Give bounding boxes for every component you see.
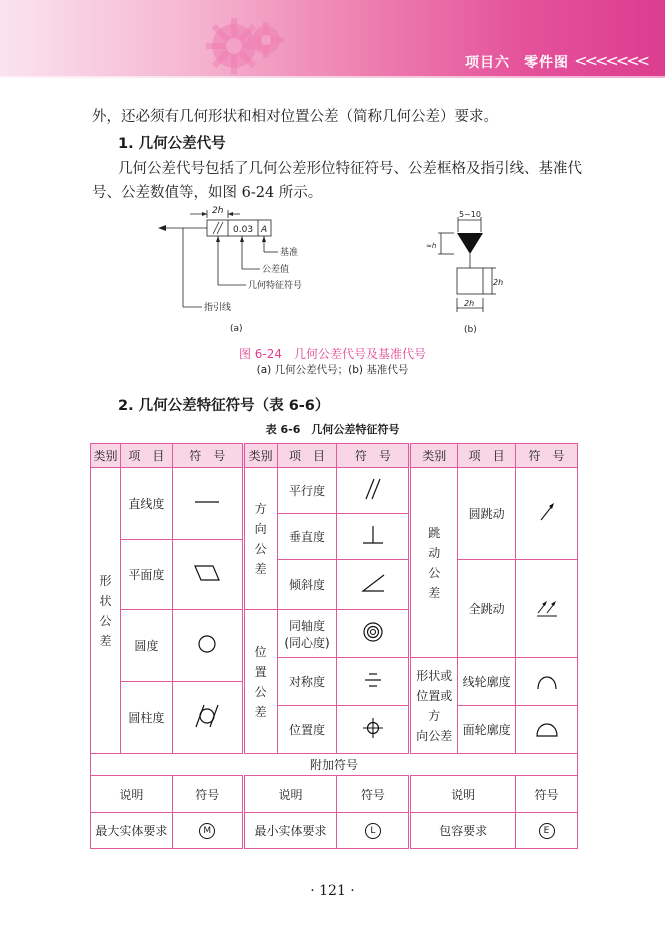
circular-runout-icon xyxy=(516,468,578,560)
header-symbol-3: 符 号 xyxy=(516,444,578,468)
header-symbol-1: 符 号 xyxy=(172,444,243,468)
parallelism-icon xyxy=(337,468,410,514)
figure-b-datum-code xyxy=(424,208,514,335)
header-title xyxy=(465,52,569,72)
total-runout-icon xyxy=(516,560,578,658)
fig-b-dim-bottom: 2h xyxy=(464,299,475,308)
straightness-icon xyxy=(172,468,243,540)
paragraph-code-line2: 号、公差数值等，如图 6-24 所示。 xyxy=(92,185,323,201)
additional-explain-3: 说明 xyxy=(410,776,516,813)
item-straightness: 直线度 xyxy=(120,468,172,540)
gear-icon xyxy=(196,12,296,78)
paragraph-code-line1: 几何公差代号包括了几何公差形位特征符号、公差框格及指引线、基准代 xyxy=(118,161,582,177)
fig-a-sub-label: (a) xyxy=(230,324,243,334)
item-symmetry: 对称度 xyxy=(277,658,337,706)
item-position: 位置度 xyxy=(277,706,337,754)
header-item-3: 项 目 xyxy=(458,444,516,468)
figure-caption: 图 6-24 几何公差代号及基准代号 xyxy=(238,347,427,361)
header-category-1: 类别 xyxy=(91,444,121,468)
perpendicularity-icon xyxy=(337,514,410,560)
mmc-label: 最大实体要求 xyxy=(91,813,173,849)
tolerance-symbol-table xyxy=(90,443,578,849)
line-profile-icon xyxy=(516,658,578,706)
header-project: 项目六 xyxy=(465,55,510,71)
fig-a-dim-label: 2h xyxy=(212,206,224,216)
fig-a-label-value: 公差值 xyxy=(262,265,290,275)
figure-subcaption: (a) 几何公差代号；(b) 基准代号 xyxy=(256,364,409,376)
fig-a-frame-value: 0.03 xyxy=(233,225,254,235)
lmc-icon: L xyxy=(337,813,410,849)
item-perpendicularity: 垂直度 xyxy=(277,514,337,560)
category-position: 位置公差 xyxy=(243,610,277,754)
envelope-icon: E xyxy=(516,813,578,849)
header-item-2: 项 目 xyxy=(277,444,337,468)
item-coaxiality: 同轴度 (同心度) xyxy=(277,610,337,658)
paragraph-intro: 外，还必须有几何形状和相对位置公差（简称几何公差）要求。 xyxy=(92,109,498,125)
position-icon xyxy=(337,706,410,754)
item-angularity: 倾斜度 xyxy=(277,560,337,610)
header-item-1: 项 目 xyxy=(120,444,172,468)
header-category-3: 类别 xyxy=(410,444,458,468)
additional-symbol-1: 符号 xyxy=(172,776,243,813)
fig-b-dim-left: ≈h xyxy=(426,242,437,250)
fig-b-dim-right: 2h xyxy=(493,278,504,287)
header-chapter: 零件图 xyxy=(524,55,569,71)
additional-explain-1: 说明 xyxy=(91,776,173,813)
category-orientation: 方向公差 xyxy=(243,468,277,610)
item-line-profile: 线轮廓度 xyxy=(458,658,516,706)
additional-explain-2: 说明 xyxy=(243,776,337,813)
fig-a-label-symbol: 几何特征符号 xyxy=(248,281,303,291)
chevron-decoration: <<<<<<< xyxy=(574,51,647,70)
figure-a-tolerance-code xyxy=(150,205,320,335)
roundness-icon xyxy=(172,610,243,682)
fig-a-label-datum: 基准 xyxy=(280,248,299,258)
mmc-icon: M xyxy=(172,813,243,849)
table-title: 表 6-6 几何公差特征符号 xyxy=(265,423,400,436)
category-shape: 形状公差 xyxy=(91,468,121,754)
envelope-label: 包容要求 xyxy=(410,813,516,849)
header-category-2: 类别 xyxy=(243,444,277,468)
additional-symbols-title: 附加符号 xyxy=(91,754,578,776)
additional-symbol-2: 符号 xyxy=(337,776,410,813)
coaxiality-icon xyxy=(337,610,410,658)
category-runout: 跳动公差 xyxy=(410,468,458,658)
fig-a-label-leader: 指引线 xyxy=(204,303,232,313)
fig-a-frame-datum: A xyxy=(261,225,268,235)
fig-b-sub-label: (b) xyxy=(464,325,477,335)
item-roundness: 圆度 xyxy=(120,610,172,682)
angularity-icon xyxy=(337,560,410,610)
category-profile: 形状或 位置或方 向公差 xyxy=(410,658,458,754)
surface-profile-icon xyxy=(516,706,578,754)
header-symbol-2: 符 号 xyxy=(337,444,410,468)
item-total-runout: 全跳动 xyxy=(458,560,516,658)
header-divider xyxy=(0,76,665,78)
symmetry-icon xyxy=(337,658,410,706)
lmc-label: 最小实体要求 xyxy=(243,813,337,849)
item-parallelism: 平行度 xyxy=(277,468,337,514)
page-number: · 121 · xyxy=(310,883,355,899)
cylindricity-icon xyxy=(172,682,243,754)
item-cylindricity: 圆柱度 xyxy=(120,682,172,754)
additional-symbol-3: 符号 xyxy=(516,776,578,813)
fig-b-dim-top: 5~10 xyxy=(459,210,481,219)
item-surface-profile: 面轮廓度 xyxy=(458,706,516,754)
item-circular-runout: 圆跳动 xyxy=(458,468,516,560)
flatness-icon xyxy=(172,540,243,610)
page-header-banner xyxy=(0,0,665,78)
heading-tolerance-code: 1. 几何公差代号 xyxy=(118,136,226,152)
item-flatness: 平面度 xyxy=(120,540,172,610)
heading-tolerance-symbols: 2. 几何公差特征符号（表 6-6） xyxy=(118,398,330,414)
